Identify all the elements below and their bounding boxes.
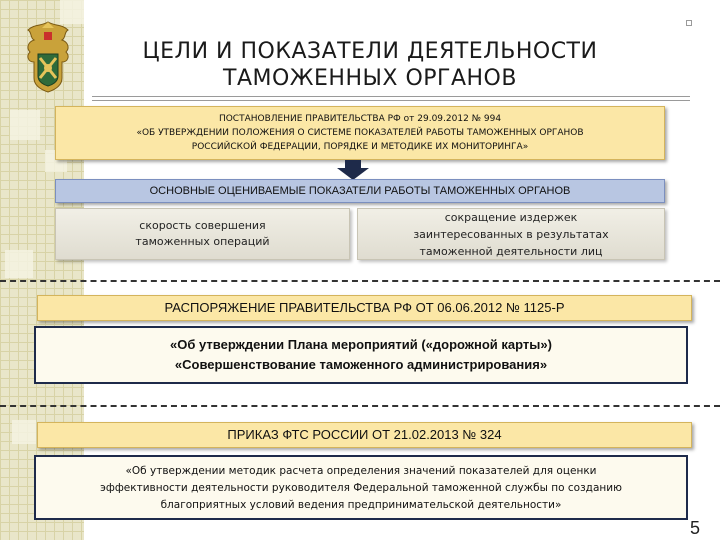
page-number: 5 [690,518,701,538]
title-divider-bottom [92,100,690,101]
order2-line-2: эффективности деятельности руководителя Федеральной таможенной службы по созданию [100,482,622,494]
government-decree-box [55,106,665,160]
decree-line-1: ПОСТАНОВЛЕНИЕ ПРАВИТЕЛЬСТВА РФ от 29.09.2012 № 994 [218,114,502,124]
title-line-1: ЦЕЛИ И ПОКАЗАТЕЛИ ДЕЯТЕЛЬНОСТИ [142,39,598,64]
indicator-speed [55,208,350,260]
decree-line-3: РОССИЙСКОЙ ФЕДЕРАЦИИ, ПОРЯДКЕ И МЕТОДИКЕ ИХ МОНИТОРИНГА» [191,142,529,152]
indicator-speed-line-1: скорость совершения [139,219,266,232]
corner-marker [686,20,692,26]
government-order-heading: РАСПОРЯЖЕНИЕ ПРАВИТЕЛЬСТВА РФ ОТ 06.06.2012 № 1125-Р [37,295,692,321]
indicator-speed-line-2: таможенных операций [135,235,270,248]
down-arrow-icon [335,160,371,180]
section-divider-2 [0,405,720,407]
fts-order-body [34,455,688,520]
indicator-cost-reduction [357,208,665,260]
title-line-2: ТАМОЖЕННЫХ ОРГАНОВ [223,66,517,91]
section-divider-1 [0,280,720,282]
indicators-heading: ОСНОВНЫЕ ОЦЕНИВАЕМЫЕ ПОКАЗАТЕЛИ РАБОТЫ ТАМОЖЕННЫХ ОРГАНОВ [55,179,665,203]
indicator-cost-line-2: заинтересованных в результатах [413,227,609,241]
fts-order-heading: ПРИКАЗ ФТС РОССИИ ОТ 21.02.2013 № 324 [37,422,692,448]
order2-line-1: «Об утверждении методик расчета определения значений показателей для оценки [125,465,597,477]
order1-line-2: «Совершенствование таможенного администрирования» [174,357,548,372]
indicator-cost-line-1: сокращение издержек [444,210,578,224]
decree-line-2: «ОБ УТВЕРЖДЕНИИ ПОЛОЖЕНИЯ О СИСТЕМЕ ПОКАЗАТЕЛЕЙ РАБОТЫ ТАМОЖЕННЫХ ОРГАНОВ [136,128,584,138]
title-divider-top [92,96,690,97]
order2-line-3: благоприятных условий ведения предпринимательской деятельности» [160,499,562,511]
government-order-body [34,326,688,384]
customs-emblem-icon [20,18,76,94]
indicator-cost-line-3: таможенной деятельности лиц [419,244,603,258]
page-title [120,38,620,92]
order1-line-1: «Об утверждении Плана мероприятий («дорожной карты») [170,337,552,352]
